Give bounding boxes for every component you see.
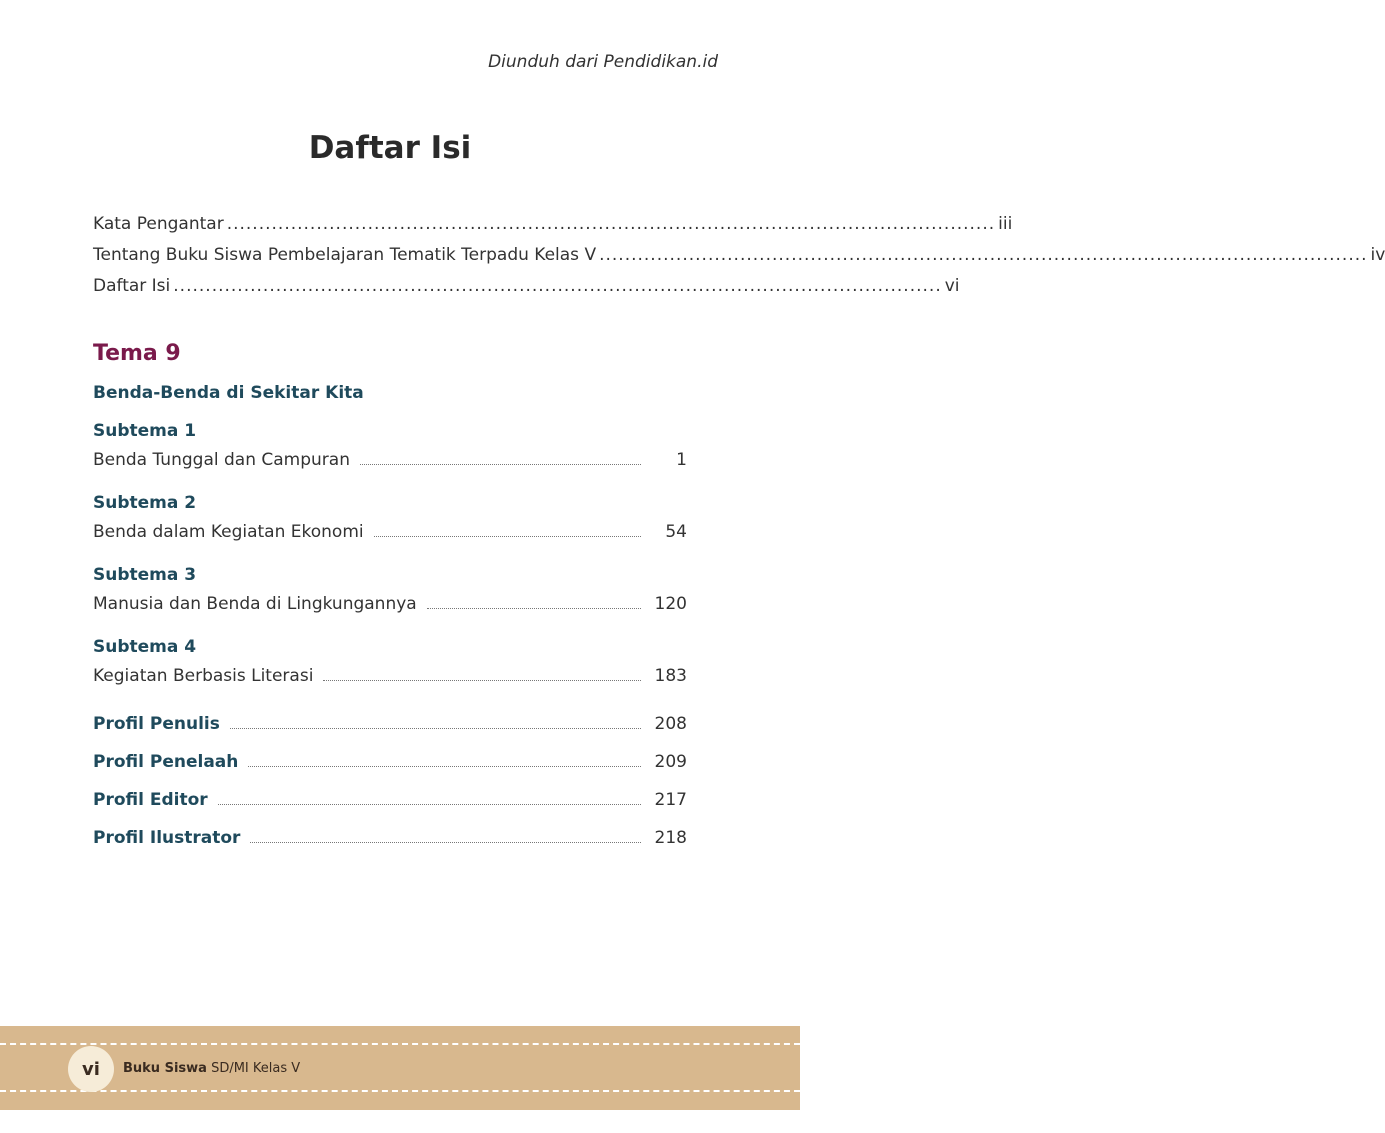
watermark-text: Diunduh dari Pendidikan.id [488, 52, 718, 72]
toc-entry-page: 217 [654, 790, 687, 810]
dot-leader [230, 728, 641, 729]
toc-entry-page: 1 [676, 450, 687, 470]
toc-entry-label: Daftar Isi [93, 276, 171, 296]
toc-entry-label: Profil Penulis [93, 714, 220, 734]
footer-dashed-line-bottom [0, 1090, 800, 1092]
footer-book-level: SD/MI Kelas V [211, 1061, 301, 1076]
toc-entry-front-0[interactable] [93, 214, 1013, 238]
toc-entry-page: 218 [654, 828, 687, 848]
dot-leader [250, 842, 641, 843]
toc-entry-subtema-4[interactable] [93, 662, 687, 686]
toc-entry-label: Profil Editor [93, 790, 208, 810]
toc-entry-front-1[interactable] [93, 245, 1385, 269]
subtema-heading-4: Subtema 4 [93, 637, 197, 657]
toc-entry-label: Benda Tunggal dan Campuran [93, 450, 350, 470]
toc-entry-label: Kegiatan Berbasis Literasi [93, 666, 314, 686]
page-number-badge: vi [68, 1046, 114, 1092]
toc-entry-subtema-3[interactable] [93, 590, 687, 614]
footer-book-title [123, 1061, 300, 1076]
toc-entry-label: Tentang Buku Siswa Pembelajaran Tematik Terpadu Kelas V [93, 245, 597, 265]
toc-entry-label: Manusia dan Benda di Lingkungannya [93, 594, 417, 614]
toc-entry-profil-penulis[interactable] [93, 710, 687, 734]
dot-leader: ........................................................................................................................ [226, 214, 996, 234]
footer-book-name: Buku Siswa [123, 1061, 207, 1076]
toc-entry-profil-ilustrator[interactable] [93, 824, 687, 848]
dot-leader [323, 680, 641, 681]
dot-leader [360, 464, 641, 465]
page-title: Daftar Isi [308, 130, 472, 166]
toc-entry-profil-penelaah[interactable] [93, 748, 687, 772]
toc-entry-label: Profil Ilustrator [93, 828, 241, 848]
toc-entry-subtema-2[interactable] [93, 518, 687, 542]
toc-entry-label: Profil Penelaah [93, 752, 239, 772]
toc-entry-front-2[interactable] [93, 276, 960, 300]
dot-leader: ........................................................................................................................ [599, 245, 1368, 265]
dot-leader [218, 804, 641, 805]
footer-band [0, 1026, 800, 1110]
toc-entry-label: Benda dalam Kegiatan Ekonomi [93, 522, 364, 542]
toc-entry-page: iii [998, 214, 1013, 234]
dot-leader [374, 536, 641, 537]
tema-label: Tema 9 [93, 341, 181, 366]
footer-dashed-line-top [0, 1043, 800, 1045]
toc-entry-page: 183 [654, 666, 687, 686]
toc-entry-page: 120 [654, 594, 687, 614]
subtema-heading-3: Subtema 3 [93, 565, 197, 585]
toc-entry-page: 54 [665, 522, 687, 542]
subtema-heading-2: Subtema 2 [93, 493, 197, 513]
dot-leader: ........................................................................................................................ [173, 276, 942, 296]
dot-leader [427, 608, 641, 609]
toc-entry-page: iv [1370, 245, 1385, 265]
toc-entry-page: 209 [654, 752, 687, 772]
toc-entry-label: Kata Pengantar [93, 214, 224, 234]
dot-leader [248, 766, 641, 767]
toc-entry-page: 208 [654, 714, 687, 734]
toc-entry-page: vi [944, 276, 960, 296]
subtema-heading-1: Subtema 1 [93, 421, 197, 441]
toc-entry-subtema-1[interactable] [93, 446, 687, 470]
tema-title: Benda-Benda di Sekitar Kita [93, 383, 364, 403]
toc-entry-profil-editor[interactable] [93, 786, 687, 810]
